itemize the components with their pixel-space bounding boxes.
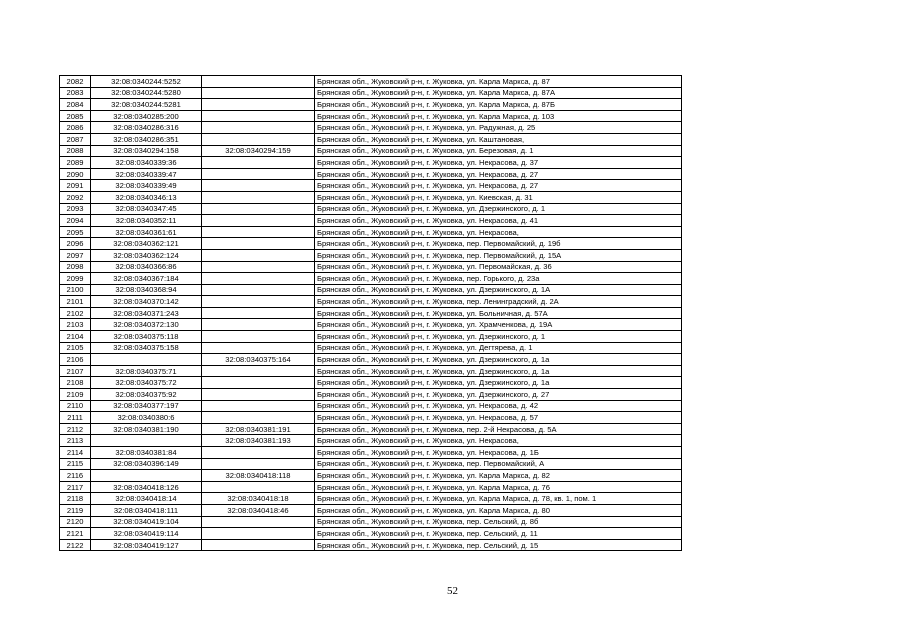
address-cell: Брянская обл., Жуковский р-н, г. Жуковка, ул. Каштановая, <box>315 133 682 145</box>
address-cell: Брянская обл., Жуковский р-н, г. Жуковка, пер. Сельский, д. 11 <box>315 528 682 540</box>
address-cell: Брянская обл., Жуковский р-н, г. Жуковка, ул. Некрасова, д. 37 <box>315 157 682 169</box>
related-cadastral-number-cell: 32:08:0340418:46 <box>202 504 315 516</box>
table-row <box>60 470 682 482</box>
table-row <box>60 331 682 343</box>
table-row <box>60 249 682 261</box>
address-cell: Брянская обл., Жуковский р-н, г. Жуковка, пер. Горького, д. 23а <box>315 273 682 285</box>
row-number-cell: 2101 <box>60 296 91 308</box>
cadastral-number-cell: 32:08:0340352:11 <box>91 215 202 227</box>
row-number-cell: 2110 <box>60 400 91 412</box>
address-cell: Брянская обл., Жуковский р-н, г. Жуковка, ул. Карла Маркса, д. 76 <box>315 481 682 493</box>
cadastral-number-cell: 32:08:0340361:61 <box>91 226 202 238</box>
cadastral-number-cell: 32:08:0340366:86 <box>91 261 202 273</box>
table-row <box>60 203 682 215</box>
table-row <box>60 377 682 389</box>
cadastral-number-cell: 32:08:0340375:158 <box>91 342 202 354</box>
row-number-cell: 2104 <box>60 331 91 343</box>
related-cadastral-number-cell <box>202 400 315 412</box>
cadastral-number-cell: 32:08:0340377:197 <box>91 400 202 412</box>
related-cadastral-number-cell: 32:08:0340381:191 <box>202 423 315 435</box>
table-row <box>60 145 682 157</box>
address-cell: Брянская обл., Жуковский р-н, г. Жуковка, ул. Карла Маркса, д. 103 <box>315 110 682 122</box>
cadastral-number-cell: 32:08:0340375:118 <box>91 331 202 343</box>
table-row <box>60 180 682 192</box>
related-cadastral-number-cell <box>202 122 315 134</box>
related-cadastral-number-cell <box>202 307 315 319</box>
row-number-cell: 2113 <box>60 435 91 447</box>
cadastral-number-cell: 32:08:0340419:104 <box>91 516 202 528</box>
address-cell: Брянская обл., Жуковский р-н, г. Жуковка, ул. Некрасова, <box>315 435 682 447</box>
related-cadastral-number-cell <box>202 331 315 343</box>
address-cell: Брянская обл., Жуковский р-н, г. Жуковка, ул. Некрасова, д. 27 <box>315 180 682 192</box>
related-cadastral-number-cell <box>202 377 315 389</box>
row-number-cell: 2117 <box>60 481 91 493</box>
row-number-cell: 2108 <box>60 377 91 389</box>
related-cadastral-number-cell <box>202 389 315 401</box>
cadastral-number-cell: 32:08:0340294:158 <box>91 145 202 157</box>
table-row <box>60 319 682 331</box>
row-number-cell: 2082 <box>60 76 91 88</box>
related-cadastral-number-cell <box>202 319 315 331</box>
table-row <box>60 307 682 319</box>
row-number-cell: 2090 <box>60 168 91 180</box>
address-cell: Брянская обл., Жуковский р-н, г. Жуковка, ул. Некрасова, д. 1Б <box>315 447 682 459</box>
row-number-cell: 2115 <box>60 458 91 470</box>
row-number-cell: 2121 <box>60 528 91 540</box>
row-number-cell: 2083 <box>60 87 91 99</box>
row-number-cell: 2122 <box>60 539 91 551</box>
row-number-cell: 2116 <box>60 470 91 482</box>
cadastral-number-cell: 32:08:0340285:200 <box>91 110 202 122</box>
related-cadastral-number-cell <box>202 458 315 470</box>
table-row <box>60 226 682 238</box>
address-cell: Брянская обл., Жуковский р-н, г. Жуковка, ул. Дзержинского, д. 1а <box>315 354 682 366</box>
address-cell: Брянская обл., Жуковский р-н, г. Жуковка, ул. Дзержинского, д. 1 <box>315 331 682 343</box>
table-row <box>60 99 682 111</box>
address-cell: Брянская обл., Жуковский р-н, г. Жуковка, ул. Березовая, д. 1 <box>315 145 682 157</box>
row-number-cell: 2093 <box>60 203 91 215</box>
row-number-cell: 2098 <box>60 261 91 273</box>
address-cell: Брянская обл., Жуковский р-н, г. Жуковка, ул. Радужная, д. 25 <box>315 122 682 134</box>
cadastral-number-cell: 32:08:0340375:71 <box>91 365 202 377</box>
address-cell: Брянская обл., Жуковский р-н, г. Жуковка, ул. Некрасова, д. 42 <box>315 400 682 412</box>
table-row <box>60 76 682 88</box>
table-row <box>60 447 682 459</box>
address-cell: Брянская обл., Жуковский р-н, г. Жуковка, ул. Дзержинского, д. 1А <box>315 284 682 296</box>
related-cadastral-number-cell <box>202 273 315 285</box>
row-number-cell: 2099 <box>60 273 91 285</box>
related-cadastral-number-cell <box>202 296 315 308</box>
row-number-cell: 2107 <box>60 365 91 377</box>
cadastral-number-cell: 32:08:0340419:114 <box>91 528 202 540</box>
row-number-cell: 2105 <box>60 342 91 354</box>
cadastral-number-cell: 32:08:0340370:142 <box>91 296 202 308</box>
table-row <box>60 481 682 493</box>
address-cell: Брянская обл., Жуковский р-н, г. Жуковка, ул. Некрасова, д. 27 <box>315 168 682 180</box>
table-row <box>60 354 682 366</box>
row-number-cell: 2087 <box>60 133 91 145</box>
cadastral-number-cell: 32:08:0340418:14 <box>91 493 202 505</box>
table-row <box>60 284 682 296</box>
cadastral-number-cell: 32:08:0340372:130 <box>91 319 202 331</box>
related-cadastral-number-cell <box>202 528 315 540</box>
related-cadastral-number-cell <box>202 110 315 122</box>
row-number-cell: 2094 <box>60 215 91 227</box>
address-cell: Брянская обл., Жуковский р-н, г. Жуковка, ул. Дзержинского, д. 1а <box>315 365 682 377</box>
table-row <box>60 133 682 145</box>
row-number-cell: 2111 <box>60 412 91 424</box>
cadastral-number-cell <box>91 470 202 482</box>
row-number-cell: 2084 <box>60 99 91 111</box>
table-row <box>60 238 682 250</box>
cadastral-number-cell: 32:08:0340381:190 <box>91 423 202 435</box>
address-cell: Брянская обл., Жуковский р-н, г. Жуковка, ул. Храмченкова, д. 19А <box>315 319 682 331</box>
related-cadastral-number-cell <box>202 203 315 215</box>
address-cell: Брянская обл., Жуковский р-н, г. Жуковка, пер. Ленинградский, д. 2А <box>315 296 682 308</box>
cadastral-number-cell: 32:08:0340339:49 <box>91 180 202 192</box>
address-cell: Брянская обл., Жуковский р-н, г. Жуковка, ул. Некрасова, д. 57 <box>315 412 682 424</box>
table-row <box>60 122 682 134</box>
related-cadastral-number-cell: 32:08:0340381:193 <box>202 435 315 447</box>
cadastral-number-cell: 32:08:0340381:84 <box>91 447 202 459</box>
row-number-cell: 2103 <box>60 319 91 331</box>
table-row <box>60 435 682 447</box>
table-row <box>60 493 682 505</box>
related-cadastral-number-cell: 32:08:0340294:159 <box>202 145 315 157</box>
address-cell: Брянская обл., Жуковский р-н, г. Жуковка, ул. Карла Маркса, д. 87Б <box>315 99 682 111</box>
cadastral-number-cell: 32:08:0340371:243 <box>91 307 202 319</box>
cadastral-number-cell <box>91 354 202 366</box>
table-row <box>60 412 682 424</box>
cadastral-number-cell: 32:08:0340244:5280 <box>91 87 202 99</box>
address-cell: Брянская обл., Жуковский р-н, г. Жуковка, пер. Сельский, д. 15 <box>315 539 682 551</box>
row-number-cell: 2088 <box>60 145 91 157</box>
related-cadastral-number-cell <box>202 157 315 169</box>
cadastral-number-cell: 32:08:0340375:92 <box>91 389 202 401</box>
row-number-cell: 2096 <box>60 238 91 250</box>
cadastral-number-cell: 32:08:0340244:5281 <box>91 99 202 111</box>
table-row <box>60 528 682 540</box>
row-number-cell: 2119 <box>60 504 91 516</box>
related-cadastral-number-cell: 32:08:0340418:18 <box>202 493 315 505</box>
cadastral-number-cell: 32:08:0340362:121 <box>91 238 202 250</box>
row-number-cell: 2091 <box>60 180 91 192</box>
related-cadastral-number-cell <box>202 133 315 145</box>
related-cadastral-number-cell <box>202 76 315 88</box>
table-row <box>60 296 682 308</box>
related-cadastral-number-cell <box>202 261 315 273</box>
cadastral-number-cell: 32:08:0340362:124 <box>91 249 202 261</box>
cadastral-number-cell: 32:08:0340380:6 <box>91 412 202 424</box>
address-cell: Брянская обл., Жуковский р-н, г. Жуковка, ул. Больничная, д. 57А <box>315 307 682 319</box>
cadastral-number-cell: 32:08:0340367:184 <box>91 273 202 285</box>
address-cell: Брянская обл., Жуковский р-н, г. Жуковка, ул. Первомайская, д. 36 <box>315 261 682 273</box>
related-cadastral-number-cell <box>202 284 315 296</box>
address-cell: Брянская обл., Жуковский р-н, г. Жуковка, ул. Карла Маркса, д. 87А <box>315 87 682 99</box>
table-row <box>60 191 682 203</box>
address-cell: Брянская обл., Жуковский р-н, г. Жуковка, ул. Карла Маркса, д. 78, кв. 1, пом. 1 <box>315 493 682 505</box>
row-number-cell: 2102 <box>60 307 91 319</box>
related-cadastral-number-cell <box>202 447 315 459</box>
row-number-cell: 2086 <box>60 122 91 134</box>
related-cadastral-number-cell <box>202 238 315 250</box>
cadastral-number-cell: 32:08:0340368:94 <box>91 284 202 296</box>
row-number-cell: 2089 <box>60 157 91 169</box>
table-row <box>60 342 682 354</box>
related-cadastral-number-cell <box>202 180 315 192</box>
cadastral-number-cell: 32:08:0340286:351 <box>91 133 202 145</box>
cadastral-number-cell: 32:08:0340396:149 <box>91 458 202 470</box>
address-cell: Брянская обл., Жуковский р-н, г. Жуковка, пер. Сельский, д. 8б <box>315 516 682 528</box>
row-number-cell: 2120 <box>60 516 91 528</box>
address-cell: Брянская обл., Жуковский р-н, г. Жуковка, ул. Дзержинского, д. 27 <box>315 389 682 401</box>
table-row <box>60 504 682 516</box>
related-cadastral-number-cell <box>202 342 315 354</box>
row-number-cell: 2106 <box>60 354 91 366</box>
table-row <box>60 110 682 122</box>
cadastral-number-cell: 32:08:0340418:126 <box>91 481 202 493</box>
table-row <box>60 458 682 470</box>
row-number-cell: 2114 <box>60 447 91 459</box>
cadastral-number-cell: 32:08:0340244:5252 <box>91 76 202 88</box>
table-row <box>60 157 682 169</box>
row-number-cell: 2109 <box>60 389 91 401</box>
table-row <box>60 423 682 435</box>
related-cadastral-number-cell <box>202 365 315 377</box>
table-row <box>60 87 682 99</box>
table-row <box>60 273 682 285</box>
row-number-cell: 2092 <box>60 191 91 203</box>
related-cadastral-number-cell <box>202 87 315 99</box>
row-number-cell: 2118 <box>60 493 91 505</box>
address-cell: Брянская обл., Жуковский р-н, г. Жуковка, ул. Карла Маркса, д. 82 <box>315 470 682 482</box>
table-row <box>60 539 682 551</box>
cadastral-number-cell: 32:08:0340347:45 <box>91 203 202 215</box>
address-cell: Брянская обл., Жуковский р-н, г. Жуковка, пер. Первомайский, А <box>315 458 682 470</box>
row-number-cell: 2085 <box>60 110 91 122</box>
address-cell: Брянская обл., Жуковский р-н, г. Жуковка, ул. Киевская, д. 31 <box>315 191 682 203</box>
address-cell: Брянская обл., Жуковский р-н, г. Жуковка, пер. 2-й Некрасова, д. 5А <box>315 423 682 435</box>
table-row <box>60 215 682 227</box>
address-cell: Брянская обл., Жуковский р-н, г. Жуковка, пер. Первомайский, д. 15А <box>315 249 682 261</box>
cadastral-number-cell: 32:08:0340419:127 <box>91 539 202 551</box>
page-number: 52 <box>447 585 458 597</box>
cadastral-number-cell: 32:08:0340346:13 <box>91 191 202 203</box>
related-cadastral-number-cell <box>202 516 315 528</box>
address-cell: Брянская обл., Жуковский р-н, г. Жуковка, ул. Дзержинского, д. 1 <box>315 203 682 215</box>
row-number-cell: 2097 <box>60 249 91 261</box>
table-row <box>60 168 682 180</box>
address-cell: Брянская обл., Жуковский р-н, г. Жуковка, ул. Некрасова, <box>315 226 682 238</box>
table-row <box>60 516 682 528</box>
table-row <box>60 365 682 377</box>
address-cell: Брянская обл., Жуковский р-н, г. Жуковка, ул. Карла Маркса, д. 80 <box>315 504 682 516</box>
cadastral-table <box>59 75 682 551</box>
address-cell: Брянская обл., Жуковский р-н, г. Жуковка, ул. Карла Маркса, д. 87 <box>315 76 682 88</box>
related-cadastral-number-cell <box>202 226 315 238</box>
table-row <box>60 261 682 273</box>
row-number-cell: 2100 <box>60 284 91 296</box>
related-cadastral-number-cell <box>202 412 315 424</box>
address-cell: Брянская обл., Жуковский р-н, г. Жуковка, ул. Дзержинского, д. 1а <box>315 377 682 389</box>
cadastral-number-cell: 32:08:0340418:111 <box>91 504 202 516</box>
related-cadastral-number-cell <box>202 249 315 261</box>
cadastral-number-cell: 32:08:0340339:36 <box>91 157 202 169</box>
row-number-cell: 2112 <box>60 423 91 435</box>
address-cell: Брянская обл., Жуковский р-н, г. Жуковка, ул. Дегтярева, д. 1 <box>315 342 682 354</box>
related-cadastral-number-cell <box>202 99 315 111</box>
cadastral-table-body <box>60 76 682 551</box>
cadastral-number-cell <box>91 435 202 447</box>
table-row <box>60 389 682 401</box>
related-cadastral-number-cell: 32:08:0340418:118 <box>202 470 315 482</box>
table-row <box>60 400 682 412</box>
related-cadastral-number-cell <box>202 168 315 180</box>
address-cell: Брянская обл., Жуковский р-н, г. Жуковка, пер. Первомайский, д. 19б <box>315 238 682 250</box>
related-cadastral-number-cell <box>202 539 315 551</box>
related-cadastral-number-cell <box>202 215 315 227</box>
related-cadastral-number-cell: 32:08:0340375:164 <box>202 354 315 366</box>
cadastral-number-cell: 32:08:0340375:72 <box>91 377 202 389</box>
cadastral-number-cell: 32:08:0340286:316 <box>91 122 202 134</box>
row-number-cell: 2095 <box>60 226 91 238</box>
cadastral-number-cell: 32:08:0340339:47 <box>91 168 202 180</box>
related-cadastral-number-cell <box>202 191 315 203</box>
address-cell: Брянская обл., Жуковский р-н, г. Жуковка, ул. Некрасова, д. 41 <box>315 215 682 227</box>
related-cadastral-number-cell <box>202 481 315 493</box>
